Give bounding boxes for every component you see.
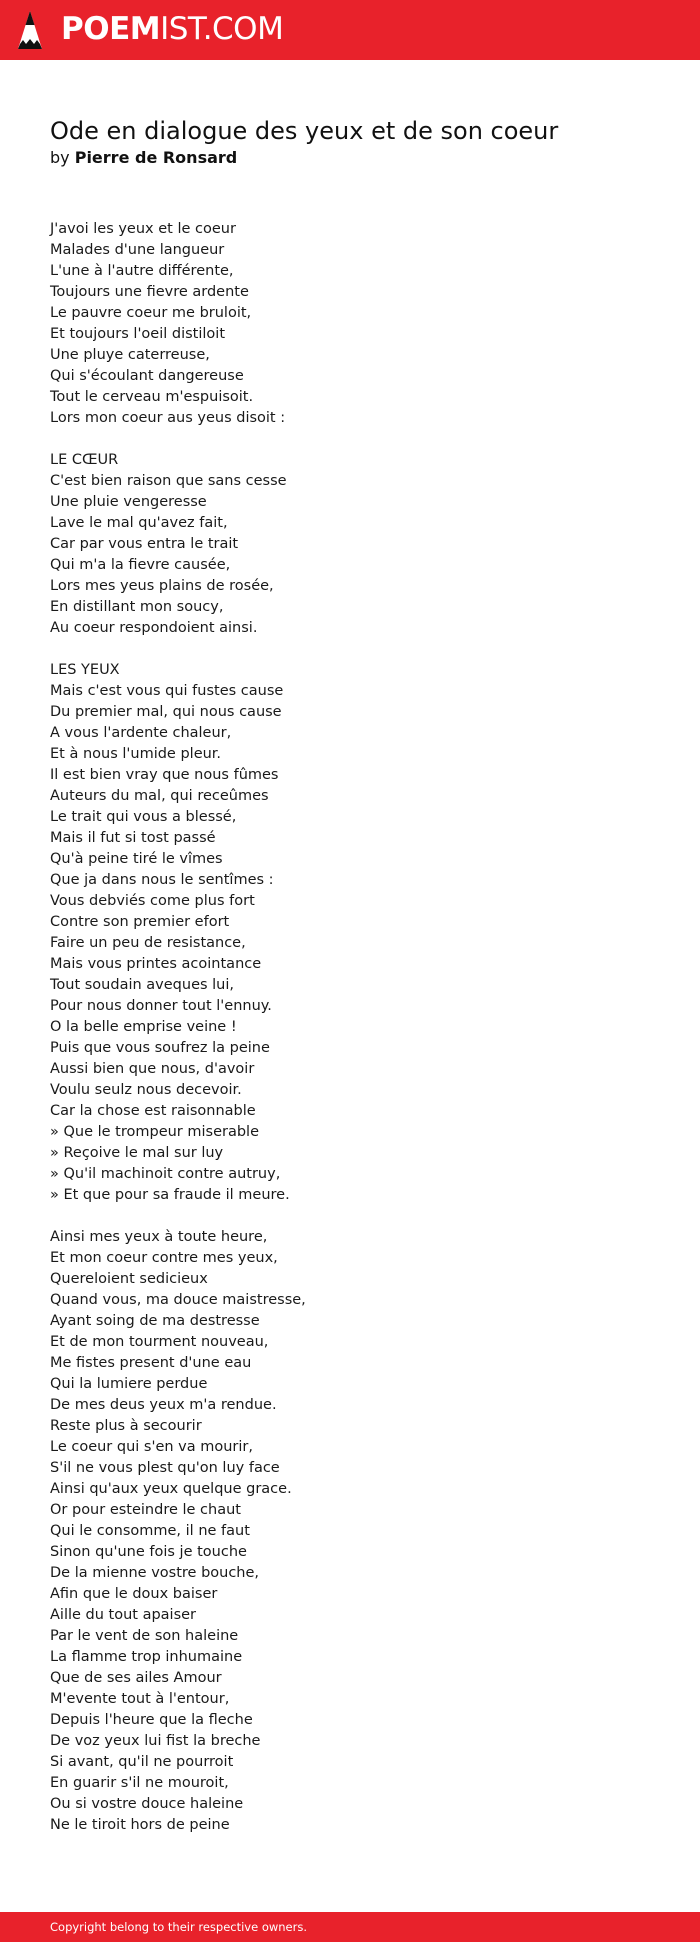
poem-line: Qui s'écoulant dangereuse	[50, 368, 244, 384]
poem-line: Par le vent de son haleine	[50, 1628, 239, 1644]
poem-line: Sinon qu'une fois je touche	[50, 1544, 247, 1560]
poem-line: » Qu'il machinoit contre autruy,	[50, 1166, 281, 1182]
poem-line: Le pauvre coeur me bruloit,	[50, 305, 252, 321]
poem-title: Ode en dialogue des yeux et de son coeur	[50, 117, 559, 145]
logo-light-text: IST.COM	[160, 11, 284, 47]
poem-line: Voulu seulz nous decevoir.	[50, 1082, 242, 1098]
by-label: by	[50, 148, 70, 167]
poem-line: Or pour esteindre le chaut	[50, 1502, 241, 1518]
poem-line: Pour nous donner tout l'ennuy.	[50, 998, 272, 1014]
poem-line: Aussi bien que nous, d'avoir	[50, 1061, 255, 1077]
poem-line: Tout soudain aveques lui,	[50, 977, 235, 993]
poem-stanza	[50, 660, 670, 1206]
poem-line: Ainsi qu'aux yeux quelque grace.	[50, 1481, 292, 1497]
poem-line: Et de mon tourment nouveau,	[50, 1334, 269, 1350]
poem-line: Ainsi mes yeux à toute heure,	[50, 1229, 268, 1245]
poem-line: Toujours une fievre ardente	[50, 284, 249, 300]
poem-line: Au coeur respondoient ainsi.	[50, 620, 258, 636]
poem-line: Ne le tiroit hors de peine	[50, 1817, 230, 1833]
poem-line: Malades d'une langueur	[50, 242, 225, 258]
poem-line: Car la chose est raisonnable	[50, 1103, 256, 1119]
site-footer	[0, 1912, 700, 1942]
logo-bold-text: POEM	[61, 11, 161, 47]
poem-line: Vous debviés come plus fort	[50, 893, 255, 909]
poem-line: Qui m'a la fievre causée,	[50, 557, 231, 573]
poem-line: Car par vous entra le trait	[50, 536, 239, 552]
poem-line: A vous l'ardente chaleur,	[50, 725, 232, 741]
poem-stanza	[50, 450, 670, 639]
poem-line: Qui la lumiere perdue	[50, 1376, 208, 1392]
poem-line: De voz yeux lui fist la breche	[50, 1733, 261, 1749]
poem-line: Contre son premier efort	[50, 914, 230, 930]
poem-line: Du premier mal, qui nous cause	[50, 704, 282, 720]
poem-line: Auteurs du mal, qui receûmes	[50, 788, 269, 804]
poem-line: Qu'à peine tiré le vîmes	[50, 851, 223, 867]
poem-line: En distillant mon soucy,	[50, 599, 224, 615]
poem-line: En guarir s'il ne mouroit,	[50, 1775, 229, 1791]
poem-line: » Et que pour sa fraude il meure.	[50, 1187, 290, 1203]
poem-line: O la belle emprise veine !	[50, 1019, 237, 1035]
poem-stanza	[50, 219, 670, 429]
poem-line: Mais c'est vous qui fustes cause	[50, 683, 284, 699]
poem-line: Il est bien vray que nous fûmes	[50, 767, 279, 783]
poem-line: Lave le mal qu'avez fait,	[50, 515, 228, 531]
poem-line: Reste plus à secourir	[50, 1418, 202, 1434]
poem-line: Afin que le doux baiser	[50, 1586, 218, 1602]
poem-line: Quand vous, ma douce maistresse,	[50, 1292, 306, 1308]
poem-line: Aille du tout apaiser	[50, 1607, 197, 1623]
poem-line: J'avoi les yeux et le coeur	[50, 221, 236, 237]
poem-author: Pierre de Ronsard	[74, 148, 238, 167]
poem-line: Et mon coeur contre mes yeux,	[50, 1250, 278, 1266]
site-header	[0, 0, 700, 60]
poem-line: Mais il fut si tost passé	[50, 830, 216, 846]
poem-line: Quereloient sedicieux	[50, 1271, 208, 1287]
poem-line: C'est bien raison que sans cesse	[50, 473, 287, 489]
poem-line: Que ja dans nous le sentîmes :	[50, 872, 274, 888]
poem-line: Et toujours l'oeil distiloit	[50, 326, 226, 342]
poem-line: Le coeur qui s'en va mourir,	[50, 1439, 253, 1455]
poem-line: Et à nous l'umide pleur.	[50, 746, 222, 762]
poem-line: Me fistes present d'une eau	[50, 1355, 252, 1371]
poem-line: Que de ses ailes Amour	[50, 1670, 222, 1686]
poem-line: Le trait qui vous a blessé,	[50, 809, 237, 825]
poem-line: De mes deus yeux m'a rendue.	[50, 1397, 277, 1413]
poem-line: L'une à l'autre différente,	[50, 263, 234, 279]
poem-line: » Que le trompeur miserable	[50, 1124, 260, 1140]
poem-line: Ou si vostre douce haleine	[50, 1796, 244, 1812]
poem-line: Puis que vous soufrez la peine	[50, 1040, 270, 1056]
poem-line: Lors mon coeur aus yeus disoit :	[50, 410, 286, 426]
copyright-notice: Copyright belong to their respective owners.	[50, 1920, 308, 1934]
poem-line: Lors mes yeus plains de rosée,	[50, 578, 274, 594]
poem-line: Mais vous printes acointance	[50, 956, 262, 972]
poem-line: Une pluie vengeresse	[50, 494, 207, 510]
poem-line: Une pluye caterreuse,	[50, 347, 210, 363]
poem-line: » Reçoive le mal sur luy	[50, 1145, 224, 1161]
poem-line: De la mienne vostre bouche,	[50, 1565, 260, 1581]
poem-byline	[50, 147, 237, 169]
poem-line: Faire un peu de resistance,	[50, 935, 246, 951]
poem-line: M'evente tout à l'entour,	[50, 1691, 230, 1707]
poem-line: Qui le consomme, il ne faut	[50, 1523, 250, 1539]
poem-line: Tout le cerveau m'espuisoit.	[50, 389, 254, 405]
poem-stanza	[50, 1227, 670, 1836]
poem-line: LE CŒUR	[50, 452, 119, 468]
pencil-tip-logo-icon[interactable]	[18, 11, 42, 51]
poem-body	[50, 219, 670, 1857]
poem-line: S'il ne vous plest qu'on luy face	[50, 1460, 280, 1476]
poem-line: Depuis l'heure que la fleche	[50, 1712, 253, 1728]
poem-line: La flamme trop inhumaine	[50, 1649, 243, 1665]
poem-line: Ayant soing de ma destresse	[50, 1313, 260, 1329]
poem-line: Si avant, qu'il ne pourroit	[50, 1754, 234, 1770]
poem-line: LES YEUX	[50, 662, 120, 678]
site-logo[interactable]	[61, 9, 283, 49]
